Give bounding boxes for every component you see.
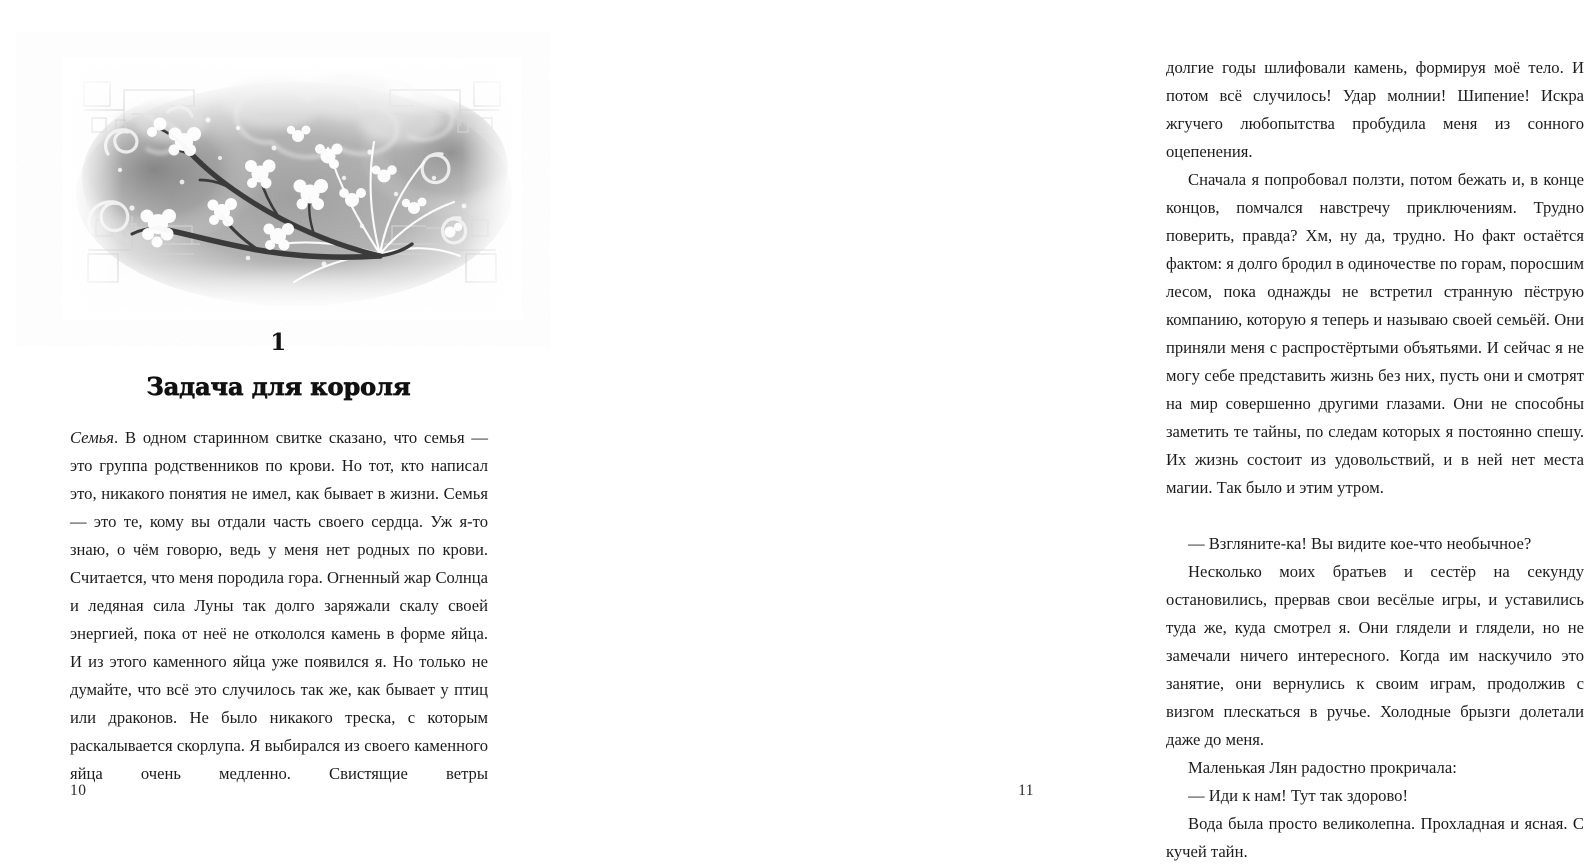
paragraph: Вода была просто великолепна. Прохладная и ясная. С кучей тайн. bbox=[1166, 814, 1584, 861]
paragraph-spacer bbox=[1166, 502, 1584, 530]
paragraph-dialogue: — Взгляните-ка! Вы видите кое-что необычное? bbox=[1188, 534, 1532, 553]
paragraph-text: . В одном старинном свитке сказано, что семья — это группа родственников по крови. Но тот, кто написал это, никакого понятия не имел, как бывает в жизни. Семья — это те, кому вы отдали часть своего сердца. Уж я-то знаю, о чём говорю, ведь у меня нет родных по крови. Считается, что меня породила гора. Огненный жар Солнца и ледяная сила Луны так долго заряжали скалу своей энергией, пока от неё не откололся камень в форме яйца. И из этого каменного яйца уже появился я. Но только не думайте, что всё это случилось так же, как бывает у птиц или драконов. Не было никакого треска, с которым раскалывается скорлупа. Я выбирался из своего каменного яйца очень медленно. Свистящие ветры bbox=[70, 428, 488, 783]
page-number-right: 11 bbox=[1018, 782, 1034, 799]
left-page bbox=[0, 0, 550, 845]
chapter-title: Задача для короля bbox=[146, 372, 411, 401]
paragraph: Маленькая Лян радостно прокричала: bbox=[1188, 758, 1457, 777]
chapter-number: 1 bbox=[270, 329, 287, 356]
paragraph-dialogue: — Иди к нам! Тут так здорово! bbox=[1188, 786, 1408, 805]
chapter-illustration bbox=[62, 58, 522, 320]
page-number-left: 10 bbox=[70, 782, 87, 799]
paragraph: долгие годы шлифовали камень, формируя моё тело. И потом всё случилось! Удар молнии! Шипение! Искра жгучего любопытства пробудила меня из сонного оцепенения. bbox=[1166, 58, 1584, 161]
right-page bbox=[550, 0, 1584, 861]
left-page-text-column bbox=[70, 424, 488, 788]
right-page-text-column bbox=[1166, 54, 1584, 866]
paragraph: Несколько моих братьев и сестёр на секунду остановились, прервав свои весёлые игры, и уставились туда же, куда смотрел я. Они глядели и глядели, но не замечали ничего интересного. Когда им наскучило это занятие, они вернулись к своим играм, продолжив с визгом плескаться в ручье. Холодные брызги долетали даже до меня. bbox=[1166, 562, 1584, 749]
lead-word-italic: Семья bbox=[70, 428, 114, 447]
paragraph bbox=[70, 424, 488, 788]
paragraph: Сначала я попробовал ползти, потом бежать и, в конце концов, помчался навстречу приключениям. Трудно поверить, правда? Хм, ну да, трудно. Но факт остаётся фактом: я долго бродил в одиночестве по горам, поросшим лесом, пока однажды не встретил странную пёструю компанию, которую я теперь и называю своей семьёй. Они приняли меня с распростёртыми объятьями. И сейчас я не могу себе представить жизнь без них, пусть они и смотрят на мир совершенно другими глазами. Они не способны заметить те тайны, по следам которых я постоянно спешу. Их жизнь состоит из удовольствий, и в ней нет места магии. Так было и этим утром. bbox=[1166, 170, 1584, 497]
